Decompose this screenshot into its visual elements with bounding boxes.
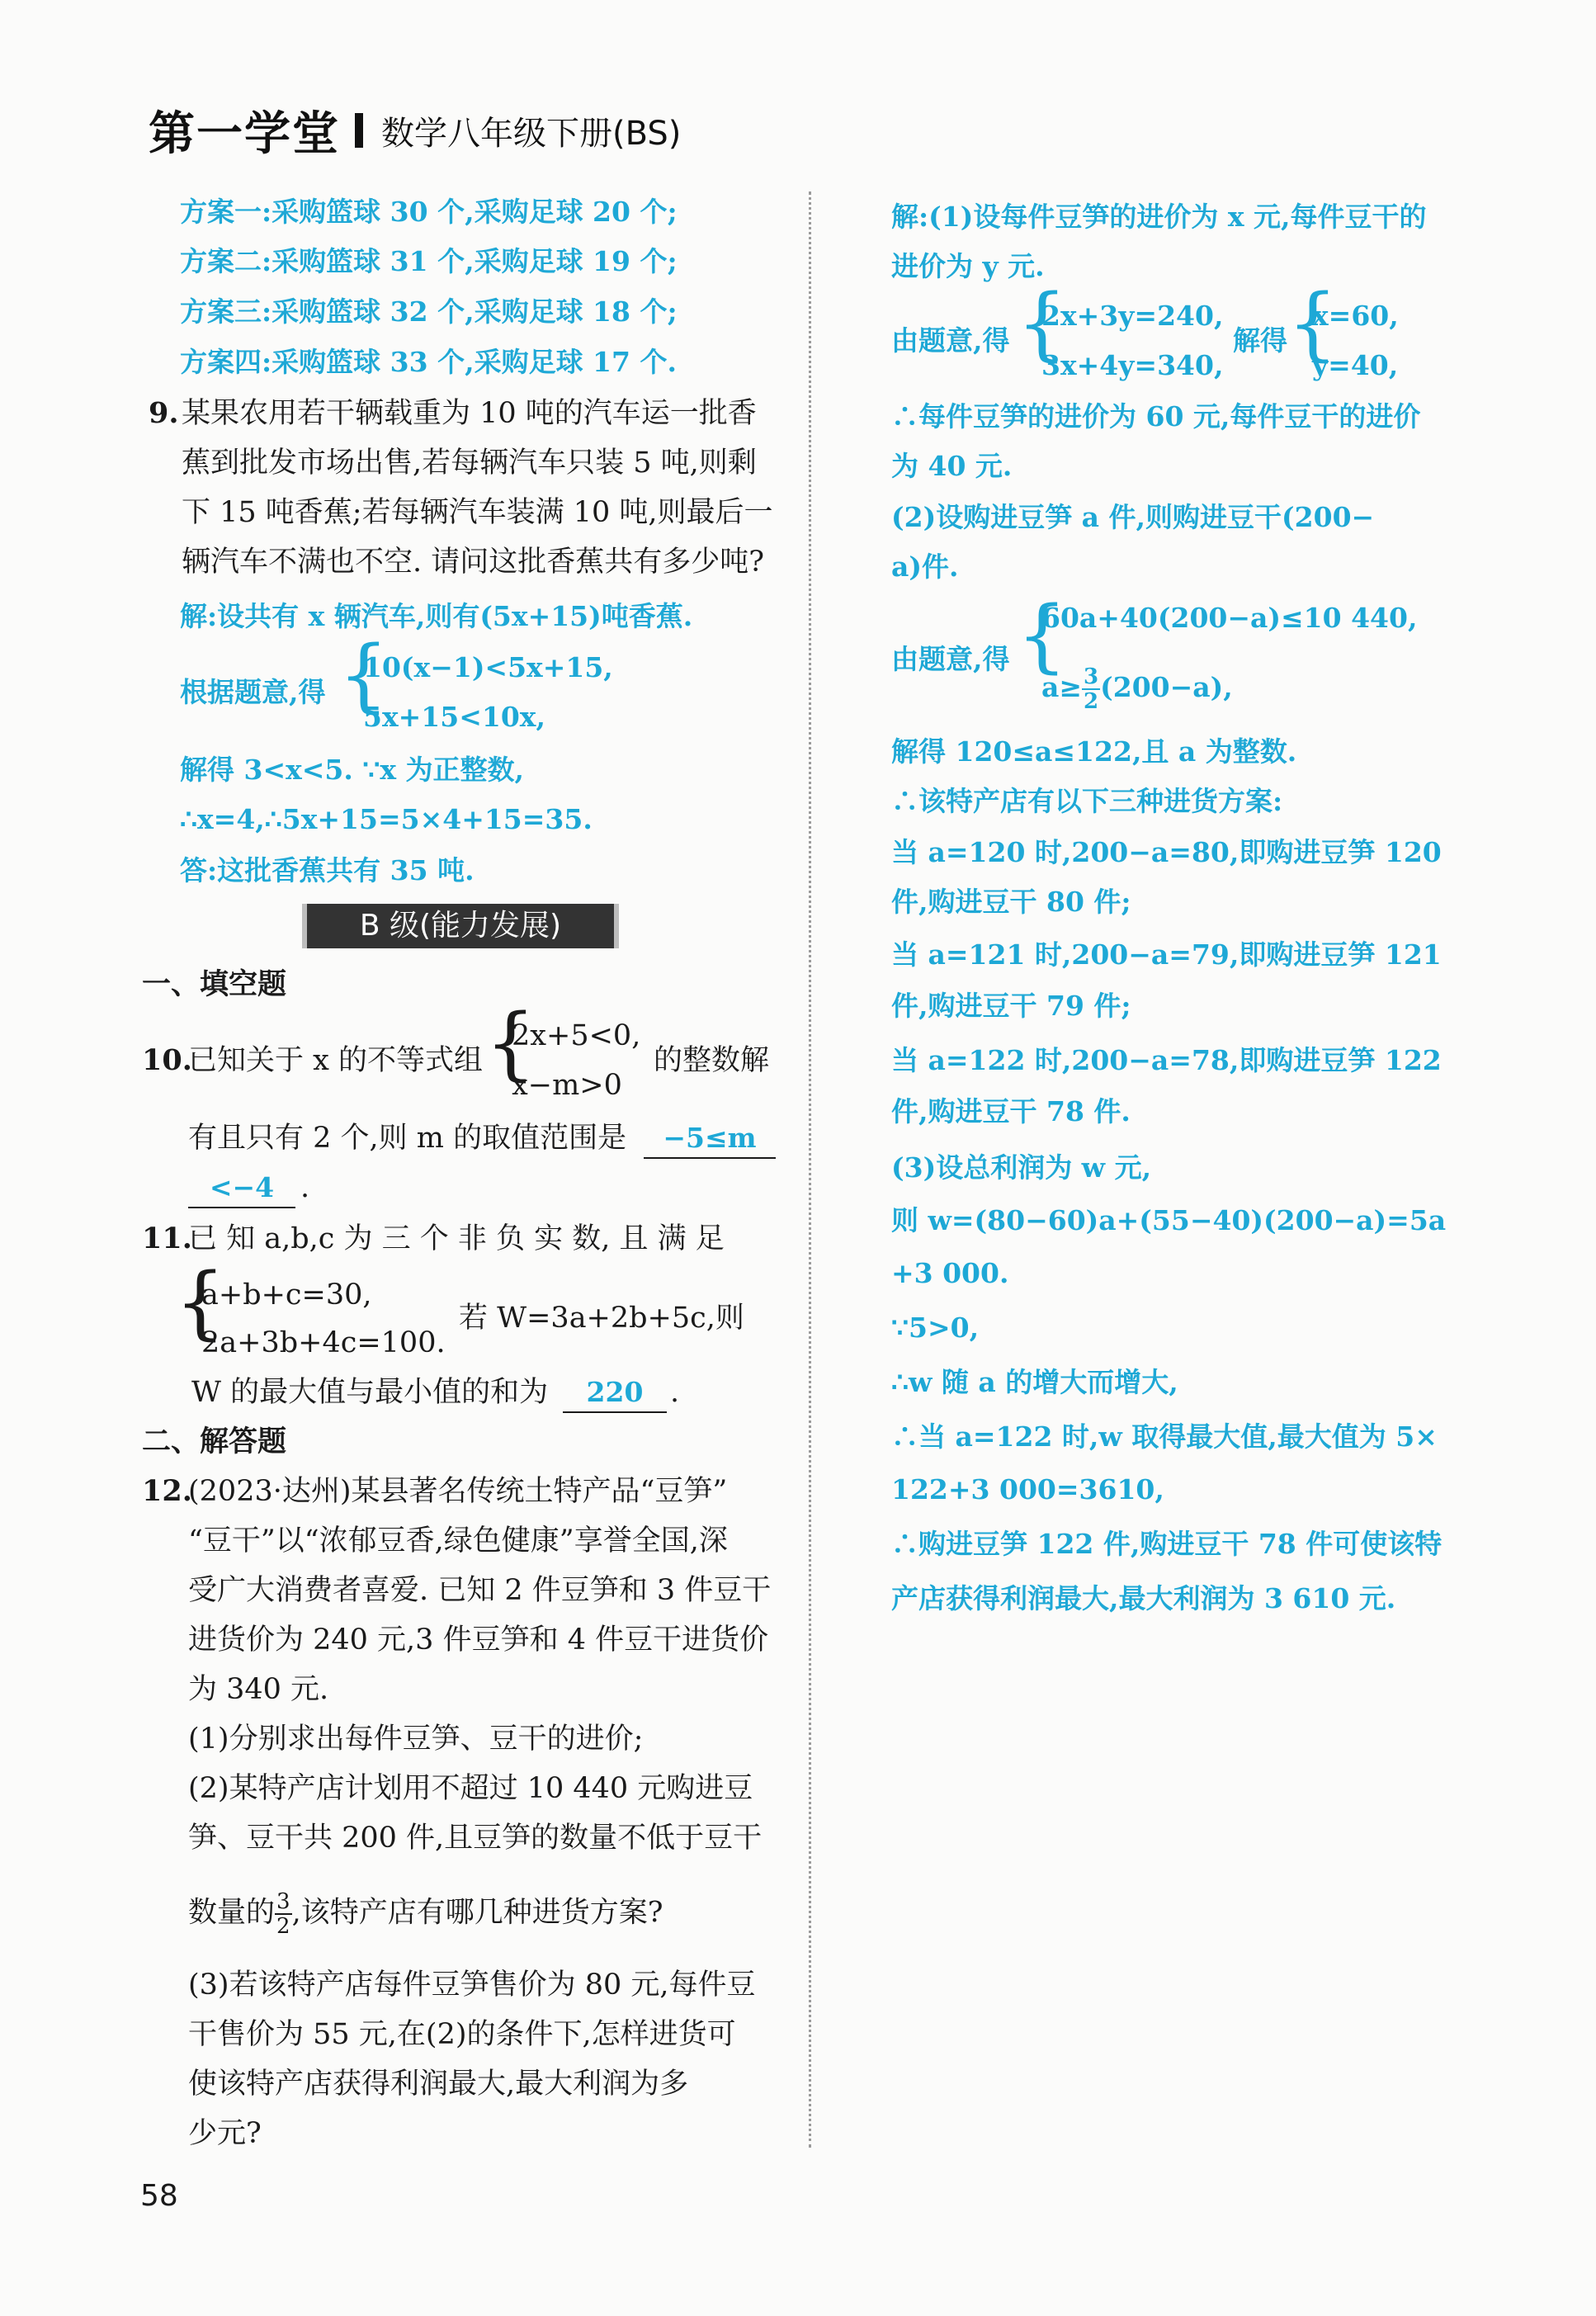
plan-line: 方案四:采购篮球 33 个,采购足球 17 个. bbox=[180, 346, 677, 378]
plan-line: 方案二:采购篮球 31 个,采购足球 19 个; bbox=[180, 245, 678, 277]
solution-line: ∴w 随 a 的增大而增大, bbox=[891, 1366, 1178, 1398]
question-text: 辆汽车不满也不空. 请问这批香蕉共有多少吨? bbox=[182, 546, 765, 579]
question-text: 笋、豆干共 200 件,且豆笋的数量不低于豆干 bbox=[188, 1822, 763, 1855]
question-text: W 的最大值与最小值的和为 bbox=[191, 1376, 549, 1409]
solution-line: 解:(1)设每件豆笋的进价为 x 元,每件豆干的 bbox=[891, 201, 1427, 233]
solution-line: 答:这批香蕉共有 35 吨. bbox=[180, 854, 475, 886]
system-eq: 2a+3b+4c=100. bbox=[201, 1326, 446, 1359]
punctuation: . bbox=[300, 1171, 310, 1204]
fraction-denominator: 2 bbox=[276, 1914, 290, 1939]
page-header bbox=[149, 97, 681, 163]
system-eq: 3x+4y=340, bbox=[1041, 349, 1224, 381]
solution-line: 由题意,得 bbox=[891, 324, 1010, 357]
solution-line: 件,购进豆干 78 件. bbox=[891, 1095, 1131, 1127]
plan-line: 方案一:采购篮球 30 个,采购足球 20 个; bbox=[180, 196, 678, 228]
solution-line: (3)设总利润为 w 元, bbox=[891, 1151, 1152, 1184]
question-number: 10. bbox=[142, 1043, 192, 1077]
system-brace: { bbox=[1287, 277, 1339, 370]
solution-line: 122+3 000=3610, bbox=[891, 1473, 1164, 1505]
solution-line: +3 000. bbox=[891, 1257, 1009, 1289]
system-eq: 60a+40(200−a)≤10 440, bbox=[1041, 602, 1418, 634]
book-title: 数学八年级下册(BS) bbox=[381, 114, 682, 153]
solution-line: ∴当 a=122 时,w 取得最大值,最大值为 5× bbox=[891, 1420, 1438, 1453]
answer-blank: −5≤m bbox=[644, 1119, 776, 1159]
solution-line: 解得 bbox=[1233, 324, 1287, 357]
header-separator bbox=[355, 113, 363, 148]
question-text: 的整数解 bbox=[654, 1044, 770, 1077]
fraction bbox=[275, 1890, 292, 1938]
brand-title: 第一学堂 bbox=[149, 106, 340, 161]
system-eq: 10(x−1)<5x+15, bbox=[363, 651, 613, 683]
answer-blank: <−4 bbox=[188, 1169, 295, 1208]
solution-line: a)件. bbox=[891, 551, 959, 583]
solution-line: (2)设购进豆笋 a 件,则购进豆干(200− bbox=[891, 501, 1375, 533]
question-text: 某果农用若干辆载重为 10 吨的汽车运一批香 bbox=[182, 397, 757, 430]
question-text: (2)某特产店计划用不超过 10 440 元购进豆 bbox=[188, 1772, 753, 1805]
question-text: 干售价为 55 元,在(2)的条件下,怎样进货可 bbox=[188, 2018, 736, 2051]
system-eq: a+b+c=30, bbox=[201, 1279, 372, 1312]
solution-line: 进价为 y 元. bbox=[891, 250, 1045, 282]
solution-line: ∴购进豆笋 122 件,购进豆干 78 件可使该特 bbox=[891, 1528, 1443, 1560]
solution-line: 当 a=121 时,200−a=79,即购进豆笋 121 bbox=[891, 938, 1442, 971]
question-text bbox=[188, 1890, 663, 1938]
system-eq: 2x+3y=240, bbox=[1041, 300, 1224, 332]
column-divider bbox=[809, 191, 811, 2148]
solution-line: 当 a=120 时,200−a=80,即购进豆笋 120 bbox=[891, 836, 1442, 868]
question-text: 下 15 吨香蕉;若每辆汽车装满 10 吨,则最后一 bbox=[182, 496, 773, 529]
question-text: “豆干”以“浓郁豆香,绿色健康”享誉全国,深 bbox=[188, 1524, 728, 1557]
question-text: 有且只有 2 个,则 m 的取值范围是 bbox=[188, 1122, 627, 1155]
text-span: a≥ bbox=[1041, 671, 1083, 703]
question-text: (2023·达州)某县著名传统土特产品“豆笋” bbox=[188, 1475, 728, 1508]
solution-line: 解得 120≤a≤122,且 a 为整数. bbox=[891, 735, 1297, 768]
question-text: 为 340 元. bbox=[188, 1673, 329, 1706]
system-eq: 5x+15<10x, bbox=[363, 701, 545, 733]
system-brace: { bbox=[175, 1256, 226, 1349]
solution-line: ∵5>0, bbox=[891, 1312, 980, 1344]
question-number: 9. bbox=[149, 396, 179, 430]
question-number: 11. bbox=[142, 1222, 192, 1255]
question-number: 12. bbox=[142, 1474, 192, 1508]
solution-line: 则 w=(80−60)a+(55−40)(200−a)=5a bbox=[891, 1204, 1447, 1236]
system-eq: y=40, bbox=[1312, 349, 1399, 381]
solution-line: 件,购进豆干 80 件; bbox=[891, 886, 1131, 918]
question-text: 蕉到批发市场出售,若每辆汽车只装 5 吨,则剩 bbox=[182, 447, 757, 480]
question-text: 若 W=3a+2b+5c,则 bbox=[459, 1302, 744, 1335]
answer-blank: 220 bbox=[563, 1373, 667, 1413]
solution-line: ∴x=4,∴5x+15=5×4+15=35. bbox=[180, 803, 593, 835]
page-number: 58 bbox=[140, 2179, 178, 2213]
solution-line: ∴该特产店有以下三种进货方案: bbox=[891, 785, 1283, 817]
system-brace: { bbox=[1017, 277, 1068, 370]
solution-line: 由题意,得 bbox=[891, 643, 1010, 675]
section-title: 二、解答题 bbox=[142, 1425, 287, 1458]
text-span: 数量的 bbox=[188, 1896, 276, 1930]
question-text: 受广大消费者喜爱. 已知 2 件豆笋和 3 件豆干 bbox=[188, 1574, 772, 1607]
system-eq bbox=[1041, 665, 1233, 713]
plan-line: 方案三:采购篮球 32 个,采购足球 18 个; bbox=[180, 295, 678, 328]
system-eq: 2x+5<0, bbox=[512, 1019, 641, 1052]
question-text: 已知关于 x 的不等式组 bbox=[188, 1044, 483, 1077]
question-text: 使该特产店获得利润最大,最大利润为多 bbox=[188, 2068, 689, 2101]
system-brace: { bbox=[338, 629, 390, 721]
system-brace: { bbox=[1017, 589, 1068, 682]
solution-line: ∴每件豆笋的进价为 60 元,每件豆干的进价 bbox=[891, 400, 1421, 432]
question-text: 进货价为 240 元,3 件豆笋和 4 件豆干进货价 bbox=[188, 1624, 769, 1657]
question-text: (3)若该特产店每件豆笋售价为 80 元,每件豆 bbox=[188, 1969, 756, 2002]
solution-line: 为 40 元. bbox=[891, 450, 1013, 482]
solution-line: 件,购进豆干 79 件; bbox=[891, 990, 1131, 1022]
question-text: (1)分别求出每件豆笋、豆干的进价; bbox=[188, 1723, 644, 1756]
fraction bbox=[1082, 665, 1100, 713]
solution-line: 解:设共有 x 辆汽车,则有(5x+15)吨香蕉. bbox=[180, 600, 693, 632]
question-text: 少元? bbox=[188, 2117, 262, 2150]
fraction-numerator: 3 bbox=[276, 1889, 290, 1914]
question-text: 已 知 a,b,c 为 三 个 非 负 实 数, 且 满 足 bbox=[188, 1222, 725, 1255]
system-eq: x−m>0 bbox=[512, 1069, 622, 1102]
solution-line: 根据题意,得 bbox=[180, 676, 326, 708]
section-title: 一、填空题 bbox=[142, 968, 287, 1001]
solution-line: 解得 3<x<5. ∵x 为正整数, bbox=[180, 754, 525, 786]
fraction-numerator: 3 bbox=[1084, 664, 1099, 689]
solution-line: 当 a=122 时,200−a=78,即购进豆笋 122 bbox=[891, 1044, 1442, 1076]
system-eq: x=60, bbox=[1312, 300, 1399, 332]
text-span: ,该特产店有哪几种进货方案? bbox=[291, 1896, 663, 1930]
system-brace: { bbox=[485, 997, 536, 1089]
text-span: (200−a), bbox=[1100, 671, 1233, 703]
fraction-denominator: 2 bbox=[1084, 689, 1099, 714]
punctuation: . bbox=[670, 1376, 680, 1409]
solution-line: 产店获得利润最大,最大利润为 3 610 元. bbox=[891, 1582, 1396, 1614]
level-badge: B 级(能力发展) bbox=[307, 904, 614, 948]
